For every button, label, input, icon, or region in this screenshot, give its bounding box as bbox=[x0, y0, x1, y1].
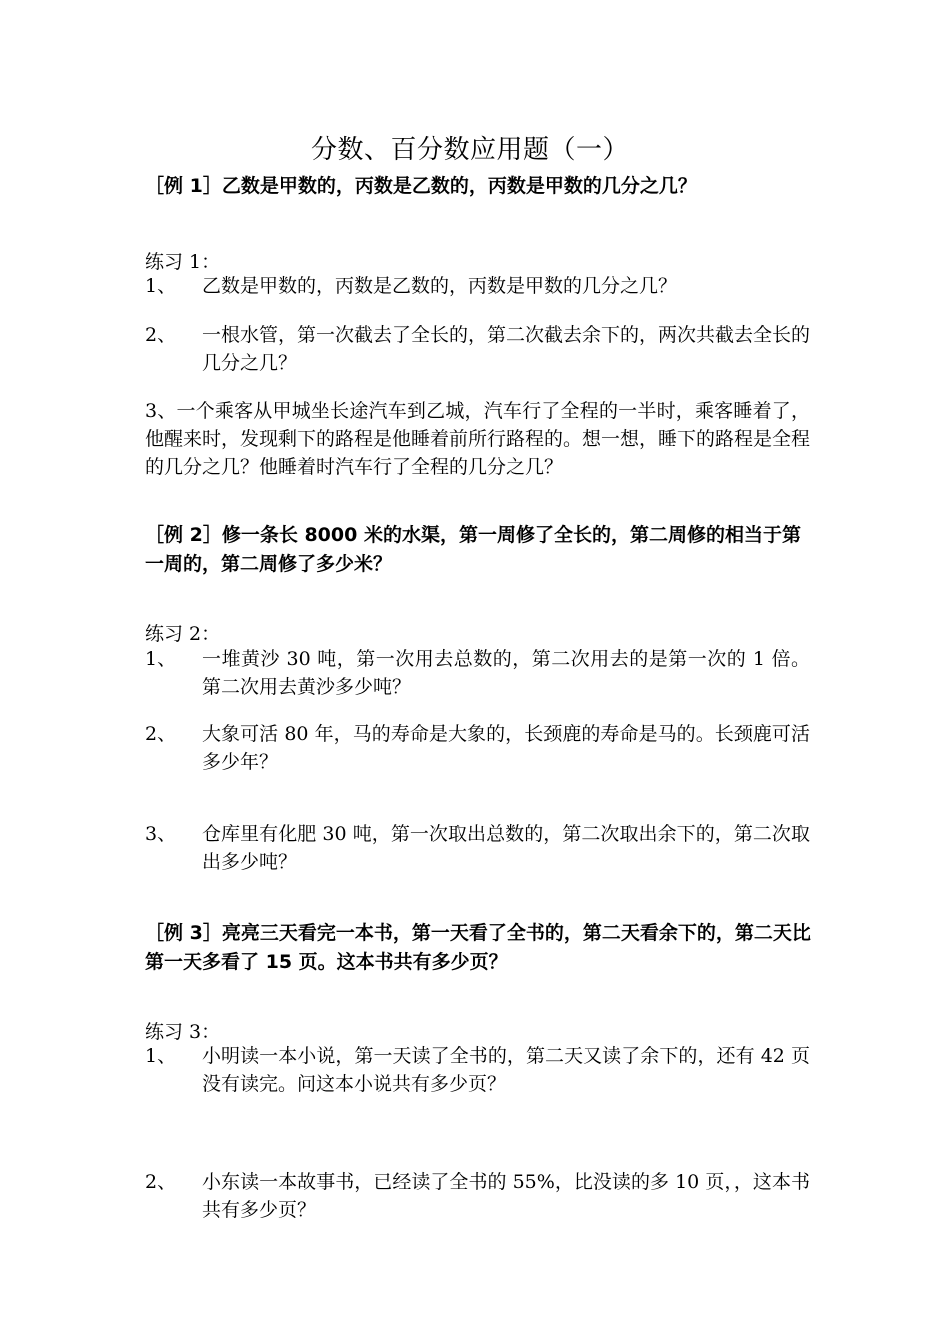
practice-1-label: 练习 1： bbox=[145, 251, 221, 273]
practice-2-label: 练习 2： bbox=[145, 623, 221, 645]
item-text: 小明读一本小说，第一天读了全书的，第二天又读了余下的，还有 42 页没有读完。问这本小说共有多少页？ bbox=[202, 1045, 810, 1095]
item-number: 1、 bbox=[145, 1045, 177, 1067]
item-number: 1、 bbox=[145, 648, 177, 670]
item-text: 仓库里有化肥 30 吨，第一次取出总数的，第二次取出余下的，第二次取出多少吨？ bbox=[202, 823, 810, 873]
practice-2-item-2 bbox=[145, 720, 810, 776]
practice-3-label: 练习 3： bbox=[145, 1021, 221, 1043]
practice-1-item-3: 3、一个乘客从甲城坐长途汽车到乙城，汽车行了全程的一半时，乘客睡着了，他醒来时，发现剩下的路程是他睡着前所行路程的。想一想，睡下的路程是全程的几分之几？他睡着时汽车行了全程的几分之几？ bbox=[145, 400, 811, 478]
example-3: ［例 3］亮亮三天看完一本书，第一天看了全书的，第二天看余下的，第二天比第一天多看了 15 页。这本书共有多少页？ bbox=[145, 922, 811, 973]
example-1: ［例 1］乙数是甲数的，丙数是乙数的，丙数是甲数的几分之几？ bbox=[145, 175, 697, 197]
item-text: 大象可活 80 年，马的寿命是大象的，长颈鹿的寿命是马的。长颈鹿可活多少年？ bbox=[202, 723, 810, 773]
item-text: 一根水管，第一次截去了全长的，第二次截去余下的，两次共截去全长的几分之几？ bbox=[202, 324, 811, 374]
practice-2-item-1 bbox=[145, 645, 810, 701]
practice-3-item-2 bbox=[145, 1168, 810, 1224]
page-title: 分数、百分数应用题（一） bbox=[310, 135, 629, 165]
practice-2-item-3 bbox=[145, 820, 810, 876]
item-number: 3、 bbox=[145, 823, 177, 845]
practice-1-item-1 bbox=[145, 272, 810, 300]
item-text: 小东读一本故事书，已经读了全书的 55%，比没读的多 10 页，，这本书共有多少页？ bbox=[202, 1171, 810, 1221]
item-number: 2、 bbox=[145, 1171, 177, 1193]
item-number: 2、 bbox=[145, 723, 177, 745]
practice-1-item-2 bbox=[145, 321, 810, 377]
item-number: 2、 bbox=[145, 324, 177, 346]
practice-3-item-1 bbox=[145, 1042, 810, 1098]
item-text: 乙数是甲数的，丙数是乙数的，丙数是甲数的几分之几？ bbox=[202, 275, 678, 297]
item-text: 一堆黄沙 30 吨，第一次用去总数的，第二次用去的是第一次的 1 倍。第二次用去黄沙多少吨？ bbox=[202, 648, 810, 698]
example-2: ［例 2］修一条长 8000 米的水渠，第一周修了全长的，第二周修的相当于第一周的，第二周修了多少米？ bbox=[145, 524, 801, 575]
item-number: 1、 bbox=[145, 275, 177, 297]
